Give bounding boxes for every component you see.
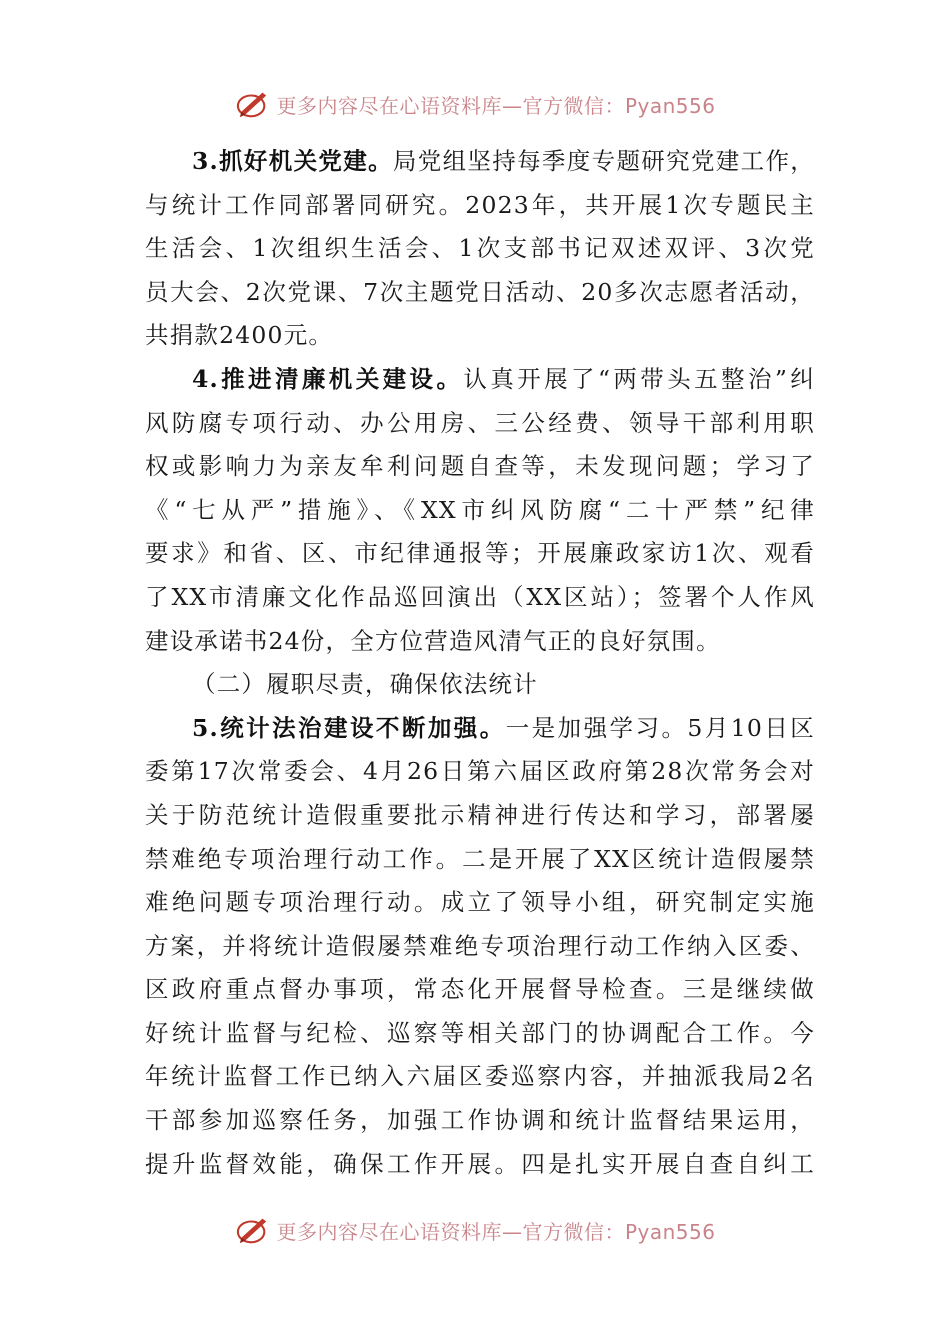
- paragraph-5-line: 干部参加巡察任务，加强工作协调和统计监督结果运用，: [145, 1106, 815, 1135]
- paragraph-3-line: 生活会、1次组织生活会、1次支部书记双述双评、3次党: [145, 234, 815, 263]
- paragraph-3-heading: 3.抓好机关党建。: [192, 147, 393, 175]
- banner-text: 更多内容尽在心语资料库—官方微信：Pyan556: [276, 1219, 716, 1244]
- paragraph-4-line-1: 4.推进清廉机关建设。认真开展了“两带头五整治”纠: [192, 364, 815, 393]
- paragraph-3-line: 与统计工作同部署同研究。2023年，共开展1次专题民主: [145, 190, 815, 219]
- pen-logo-icon: [234, 87, 272, 121]
- banner-text: 更多内容尽在心语资料库—官方微信：Pyan556: [276, 93, 716, 118]
- paragraph-5-line-1: 5.统计法治建设不断加强。一是加强学习。5月10日区: [192, 713, 815, 742]
- paragraph-3-line-1: 3.抓好机关党建。局党组坚持每季度专题研究党建工作，: [192, 147, 815, 175]
- paragraph-4-line: 《“七从严”措施》、《XX市纠风防腐“二十严禁”纪律: [145, 495, 815, 524]
- paragraph-5-line: 年统计监督工作已纳入六届区委巡察内容，并抽派我局2名: [145, 1062, 815, 1091]
- paragraph-5-line: 方案，并将统计造假屡禁难绝专项治理行动工作纳入区委、: [145, 931, 815, 960]
- header-banner: [0, 84, 950, 124]
- paragraph-5-line: 区政府重点督办事项，常态化开展督导检查。三是继续做: [145, 975, 815, 1004]
- paragraph-5-heading: 5.统计法治建设不断加强。: [192, 713, 506, 742]
- pen-logo-icon: [234, 1213, 272, 1247]
- paragraph-3-line: 共捐款2400元。: [145, 321, 334, 350]
- paragraph-4-line: 权或影响力为亲友牟利问题自查等，未发现问题；学习了: [145, 452, 815, 481]
- paragraph-4-line: 建设承诺书24份，全方位营造风清气正的良好氛围。: [145, 626, 721, 655]
- paragraph-5-line: 提升监督效能，确保工作开展。四是扎实开展自查自纠工: [145, 1149, 815, 1178]
- paragraph-5-line: 委第17次常委会、4月26日第六届区政府第28次常务会对: [145, 757, 815, 786]
- paragraph-5-line: 难绝问题专项治理行动。成立了领导小组，研究制定实施: [145, 888, 815, 917]
- section-subheading: （二）履职尽责，确保依法统计: [192, 670, 538, 699]
- paragraph-5-line: 好统计监督与纪检、巡察等相关部门的协调配合工作。今: [145, 1018, 815, 1047]
- paragraph-4-line: 要求》和省、区、市纪律通报等；开展廉政家访1次、观看: [145, 539, 815, 568]
- paragraph-4-heading: 4.推进清廉机关建设。: [192, 364, 464, 393]
- paragraph-4-line: 风防腐专项行动、办公用房、三公经费、领导干部利用职: [145, 408, 815, 437]
- paragraph-5-line: 禁难绝专项治理行动工作。二是开展了XX区统计造假屡禁: [145, 844, 815, 873]
- paragraph-5-line: 关于防范统计造假重要批示精神进行传达和学习，部署屡: [145, 800, 815, 829]
- document-body: [145, 140, 815, 1186]
- footer-banner: [0, 1210, 950, 1250]
- paragraph-4-line: 了XX市清廉文化作品巡回演出（XX区站）；签署个人作风: [145, 582, 815, 611]
- paragraph-3-line: 员大会、2次党课、7次主题党日活动、20多次志愿者活动，: [145, 277, 815, 306]
